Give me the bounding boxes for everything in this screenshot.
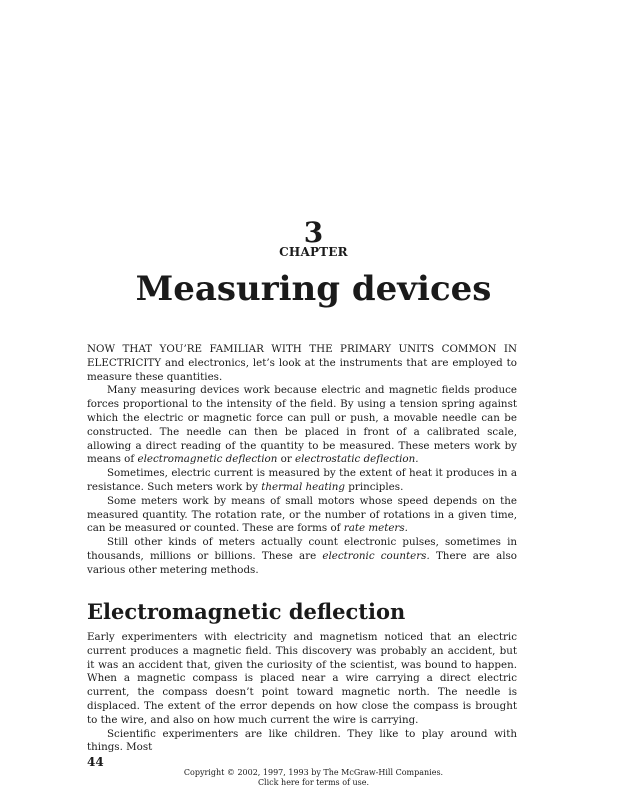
intro-text bbox=[87, 343, 517, 578]
copyright-notice: Copyright © 2002, 1997, 1993 by The McGraw-Hill Companies. bbox=[183, 768, 444, 777]
intro-paragraph-5 bbox=[87, 536, 517, 577]
paragraph-text: Still other kinds of meters actually count electronic pulses, sometimes in thousands, millions or billions. These are bbox=[87, 536, 517, 562]
section-text bbox=[87, 631, 517, 755]
term-electrostatic-deflection: electrostatic deflection. bbox=[295, 453, 419, 466]
section-paragraph-1: Early experimenters with electricity and magnetism noticed that an electric current produces a magnetic field. This discovery was probably an accident, but it was an accident that, given the curiosity of the scientist, was bound to happen. When a magnetic compass is placed near a wire carrying a direct electric current, the compass doesn’t point toward magnetic north. The needle is displaced. The extent of the error depends on how close the compass is brought to the wire, and also on how much current the wire is carrying. bbox=[87, 631, 517, 726]
chapter-title: Measuring devices bbox=[135, 269, 492, 309]
chapter-label: CHAPTER bbox=[279, 245, 348, 259]
intro-paragraph-3 bbox=[87, 467, 517, 495]
chapter-number: 3 bbox=[303, 216, 324, 249]
term-thermal-heating: thermal heating bbox=[261, 480, 346, 493]
page-number: 44 bbox=[87, 755, 104, 769]
term-electromagnetic-deflection: electromagnetic deflection bbox=[137, 453, 278, 466]
paragraph-text: principles. bbox=[345, 480, 404, 493]
footer bbox=[0, 768, 627, 788]
intro-paragraph-4 bbox=[87, 495, 517, 536]
term-electronic-counters: electronic counters. bbox=[322, 549, 430, 562]
intro-paragraph-2 bbox=[87, 384, 517, 467]
term-rate-meters: rate meters. bbox=[343, 522, 408, 535]
paragraph-text: Sometimes, electric current is measured by the extent of heat it produces in a resistance. Such meters work by bbox=[87, 467, 517, 493]
paragraph-text: or bbox=[277, 453, 296, 466]
paragraph-text: There are also various other metering methods. bbox=[87, 549, 518, 576]
section-paragraph-2: Scientific experimenters are like children. They like to play around with things. Most bbox=[87, 727, 517, 754]
paragraph-text: Some meters work by means of small motors whose speed depends on the measured quantity. The rotation rate, or the number of rotations in a given time, can be measured or counted. These are forms of bbox=[87, 494, 517, 535]
terms-of-use-link[interactable]: Click here for terms of use. bbox=[257, 778, 370, 787]
intro-paragraph-1: NOW THAT YOU’RE FAMILIAR WITH THE PRIMARY UNITS COMMON IN ELECTRICITY and electronics, let’s look at the instruments that are employed to measure these quantities. bbox=[87, 343, 517, 383]
section-heading: Electromagnetic deflection bbox=[87, 599, 406, 624]
paragraph-text: Many measuring devices work because electric and magnetic fields produce forces proportional to the intensity of the field. By using a tension spring against which the electric or magnetic force can pull or push, a movable needle can be constructed. The needle can then be placed in front of a calibrated scale, allowing a direct reading of the quantity to be measured. These meters work by means of bbox=[87, 384, 517, 466]
